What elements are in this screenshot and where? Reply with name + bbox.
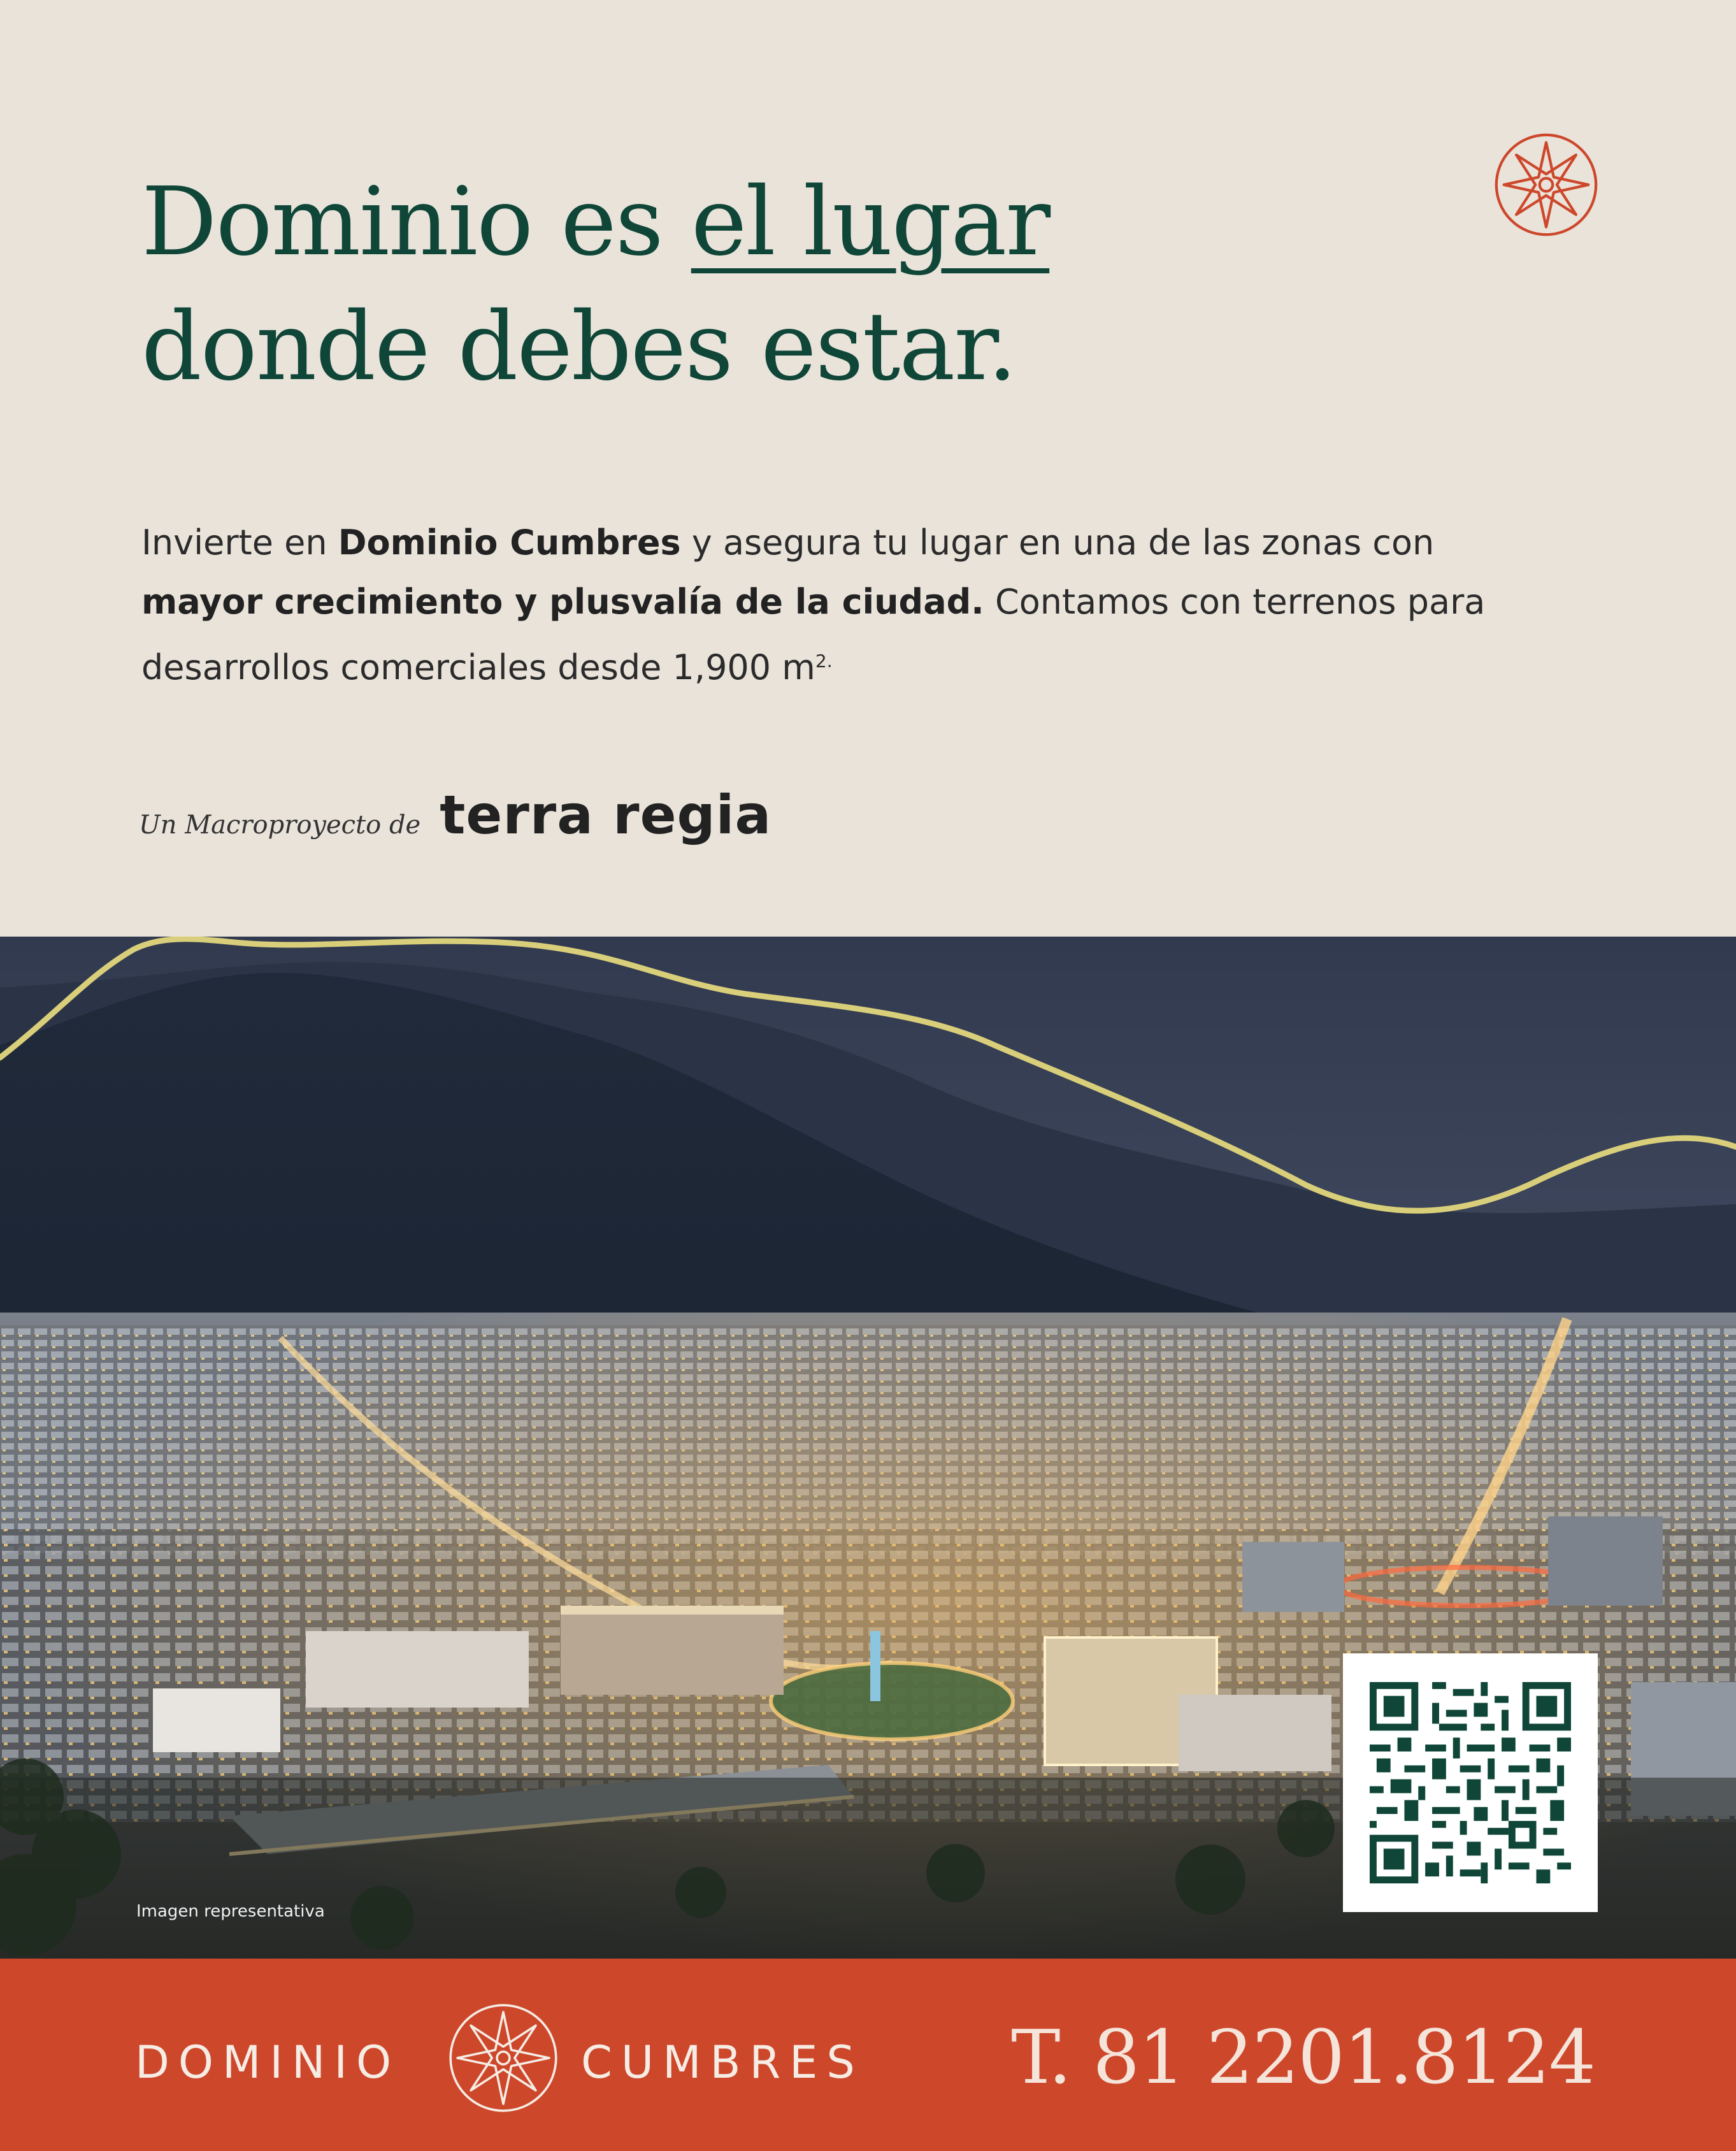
brand-dominio: DOMINIO [135,2036,401,2089]
macroproject-prefix: Un Macroproyecto de [139,810,421,840]
qr-code[interactable] [1343,1653,1598,1912]
headline-emphasis: el lugar [691,167,1050,277]
compass-rose-icon [1492,131,1600,239]
phone-number[interactable]: T. 81 2201.8124 [1011,2015,1595,2101]
intro-text-1: Invierte en [141,522,338,563]
intro-superscript: 2. [815,651,833,672]
intro-text-2: y asegura tu lugar en una de las zonas con [680,522,1435,563]
headline [141,159,1049,409]
macroproject-line [139,784,771,846]
intro-text-3: Contamos con terrenos para desarrollos comerciales desde 1,900 m [141,582,1486,687]
image-caption: Imagen representativa [136,1902,325,1921]
headline-line2: donde debes estar. [141,292,1016,401]
intro-paragraph [141,513,1511,697]
qr-code-graphic [1370,1682,1571,1883]
intro-bold-brand: Dominio Cumbres [338,522,681,563]
footer-bar [0,1959,1736,2151]
headline-line1-prefix: Dominio es [141,167,691,277]
compass-rose-icon [446,2001,561,2115]
intro-bold-growth: mayor crecimiento y plusvalía de la ciudad. [141,582,984,622]
terra-regia-logo: terra regia [440,784,772,846]
hero-section [0,0,1736,937]
brand-cumbres: CUMBRES [581,2036,864,2089]
